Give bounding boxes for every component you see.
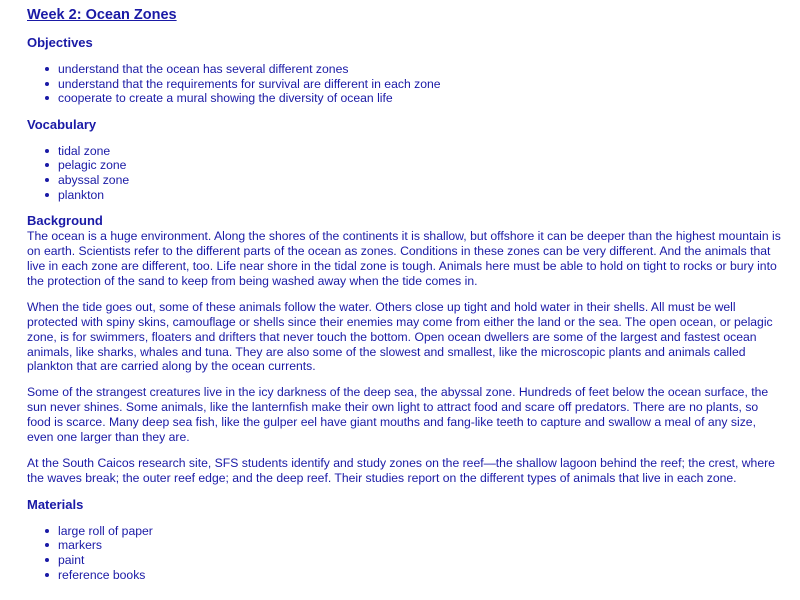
list-item: reference books <box>58 568 787 583</box>
objectives-heading: Objectives <box>27 35 93 50</box>
list-item: abyssal zone <box>58 173 787 188</box>
list-item: cooperate to create a mural showing the diversity of ocean life <box>58 91 787 106</box>
background-paragraph: When the tide goes out, some of these animals follow the water. Others close up tight and hold water in their shells. All must be well protected with spiny skins, camouflage or shells since their enemies may come from either the land or the sea. The open ocean, or pelagic zone, is for swimmers, floaters and drifters that never touch the bottom. Open ocean dwellers are some of the largest and fastest ocean animals, like sharks, whales and tuna. They are also some of the slowest and smallest, like the microscopic plants and animals called plankton that are carried along by the ocean currents. <box>27 299 773 374</box>
list-item: markers <box>58 538 787 553</box>
materials-heading: Materials <box>27 496 84 512</box>
vocabulary-list <box>27 144 787 202</box>
page-title[interactable]: Week 2: Ocean Zones <box>27 7 177 23</box>
vocabulary-heading: Vocabulary <box>27 116 97 132</box>
document-page <box>27 6 787 582</box>
list-item: tidal zone <box>58 144 787 159</box>
background-paragraph: At the South Caicos research site, SFS students identify and study zones on the reef—the shallow lagoon behind the reef; the crest, where the waves break; the outer reef edge; and the deep reef. Their studies report on the different types of animals that live in each zone. <box>27 455 775 485</box>
objectives-list <box>27 62 787 106</box>
list-item: understand that the requirements for survival are different in each zone <box>58 77 787 92</box>
materials-list <box>27 524 787 582</box>
background-heading: Background <box>27 213 103 229</box>
list-item: understand that the ocean has several different zones <box>58 62 787 77</box>
background-paragraph: Some of the strangest creatures live in the icy darkness of the deep sea, the abyssal zone. Hundreds of feet below the ocean surface, the sun never shines. Some animals, like the lanternfish make their own light to attract food and scare off predators. There are no plants, so food is scarce. Many deep sea fish, like the gulper eel have giant mouths and fang-like teeth to capture and swallow a meal of any size, even one larger than they are. <box>27 385 769 445</box>
list-item: large roll of paper <box>58 524 787 539</box>
background-paragraph: The ocean is a huge environment. Along the shores of the continents it is shallow, but offshore it can be deeper than the highest mountain is on earth. Scientists refer to the different parts of the ocean as zones. Conditions in these zones can be very different. And the animals that live in each zone are different, too. Life near shore in the tidal zone is tough. Animals here must be able to hold on tight to rocks or bury into the protection of the sand to keep from being washed away when the tide comes in. <box>27 229 781 288</box>
list-item: plankton <box>58 188 787 203</box>
list-item: pelagic zone <box>58 158 787 173</box>
list-item: paint <box>58 553 787 568</box>
